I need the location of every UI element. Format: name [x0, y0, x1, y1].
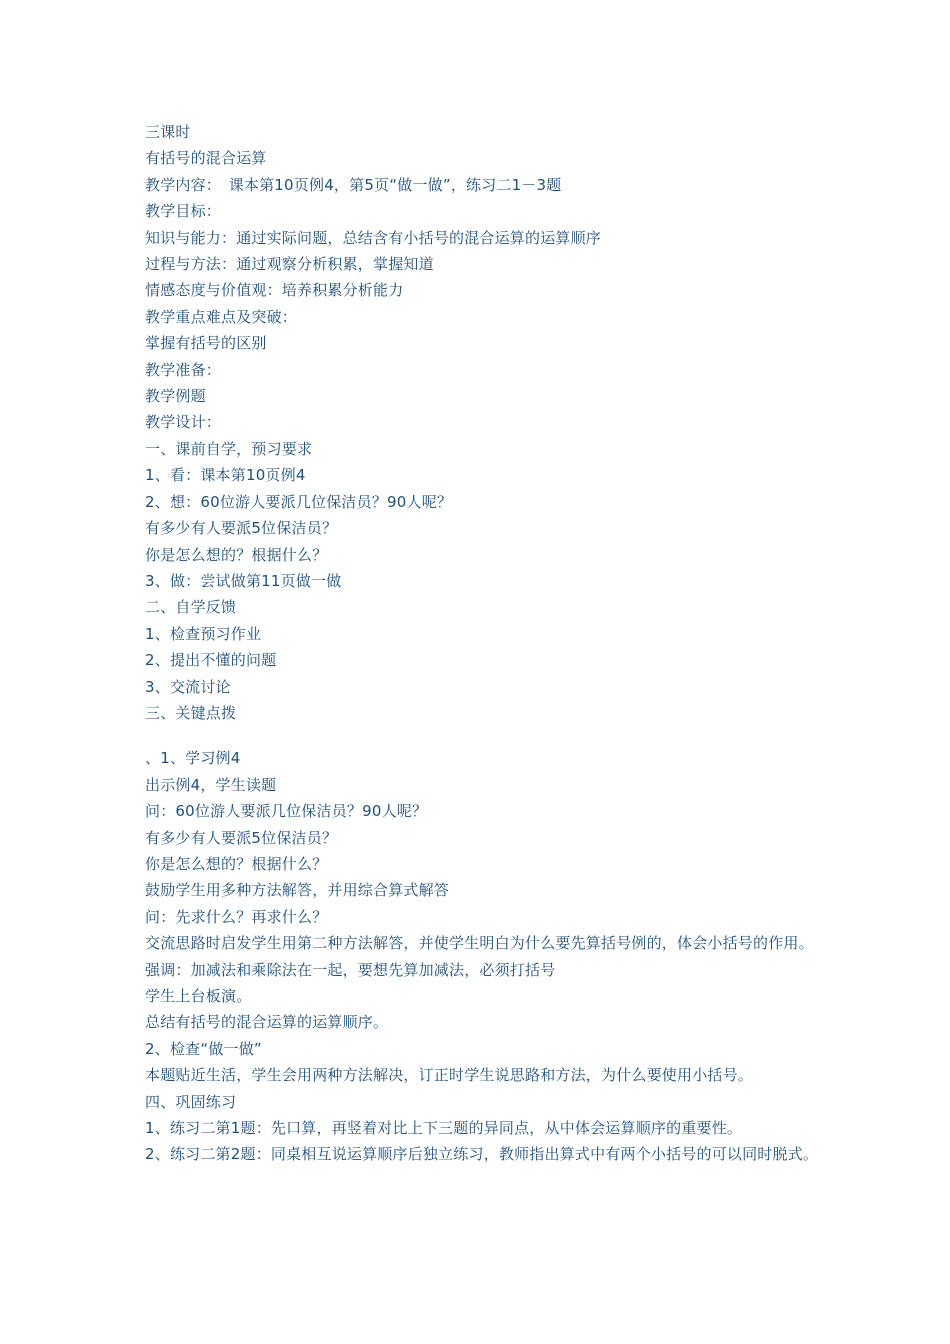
teaching-content: 教学内容： 课本第10页例4，第5页“做一做”，练习二1－3题 [145, 175, 562, 194]
heading-goals: 教学目标： [145, 202, 222, 221]
lesson-title: 三课时 [145, 123, 191, 141]
paragraph: 本题贴近生活，学生会用两种方法解决，订正时学生说思路和方法，为什么要使用小括号。 [145, 1066, 754, 1085]
topic-title: 有括号的混合运算 [145, 149, 267, 168]
paragraph: 2、练习二第2题：同桌相互说运算顺序后独立练习，教师指出算式中有两个小括号的可以同时脱式。 [145, 1145, 819, 1164]
list-item: 学生上台板演。 [145, 987, 252, 1005]
list-item: 、1、学习例4 [145, 749, 241, 768]
heading-design: 教学设计： [145, 413, 222, 432]
goal-knowledge: 知识与能力：通过实际问题，总结含有小括号的混合运算的运算顺序 [145, 228, 602, 247]
text-block-1 [145, 119, 825, 726]
list-item: 有多少有人要派5位保洁员？ [145, 519, 338, 538]
paragraph-gap [145, 726, 825, 745]
list-item: 问：60位游人要派几位保洁员？90人呢？ [145, 802, 428, 821]
document-page [145, 119, 825, 1168]
list-item: 出示例4，学生读题 [145, 775, 277, 794]
heading-key-points: 教学重点难点及突破： [145, 307, 298, 326]
list-item: 2、检查“做一做” [145, 1039, 262, 1058]
list-item: 1、练习二第1题：先口算，再竖着对比上下三题的异同点，从中体会运算顺序的重要性。 [145, 1119, 743, 1138]
paragraph: 交流思路时启发学生用第二种方法解答，并使学生明白为什么要先算括号例的，体会小括号的作用。 [145, 934, 814, 953]
key-point: 掌握有括号的区别 [145, 334, 267, 353]
list-item: 有多少有人要派5位保洁员？ [145, 828, 338, 847]
list-item: 鼓励学生用多种方法解答，并用综合算式解答 [145, 881, 450, 900]
list-item: 1、看：课本第10页例4 [145, 466, 306, 485]
list-item: 你是怎么想的？根据什么？ [145, 854, 328, 873]
heading-preparation: 教学准备： [145, 360, 222, 379]
section-one-heading: 一、课前自学，预习要求 [145, 439, 313, 458]
list-item: 你是怎么想的？根据什么？ [145, 545, 328, 564]
list-item: 3、交流讨论 [145, 677, 231, 696]
list-item: 2、想：60位游人要派几位保洁员？90人呢？ [145, 492, 453, 511]
list-item: 问：先求什么？再求什么？ [145, 907, 328, 926]
text-block-2 [145, 745, 825, 1168]
section-four-heading: 四、巩固练习 [145, 1092, 237, 1111]
list-item: 1、检查预习作业 [145, 624, 262, 643]
preparation: 教学例题 [145, 387, 206, 406]
list-item: 3、做：尝试做第11页做一做 [145, 571, 342, 590]
section-three-heading: 三、关键点拨 [145, 703, 237, 722]
goal-attitude: 情感态度与价值观：培养积累分析能力 [145, 281, 404, 300]
section-two-heading: 二、自学反馈 [145, 598, 237, 617]
list-item: 总结有括号的混合运算的运算顺序。 [145, 1013, 389, 1032]
list-item: 2、提出不懂的问题 [145, 651, 277, 670]
goal-process: 过程与方法：通过观察分析积累，掌握知道 [145, 255, 434, 274]
list-item: 强调：加减法和乘除法在一起，要想先算加减法，必须打括号 [145, 960, 556, 979]
